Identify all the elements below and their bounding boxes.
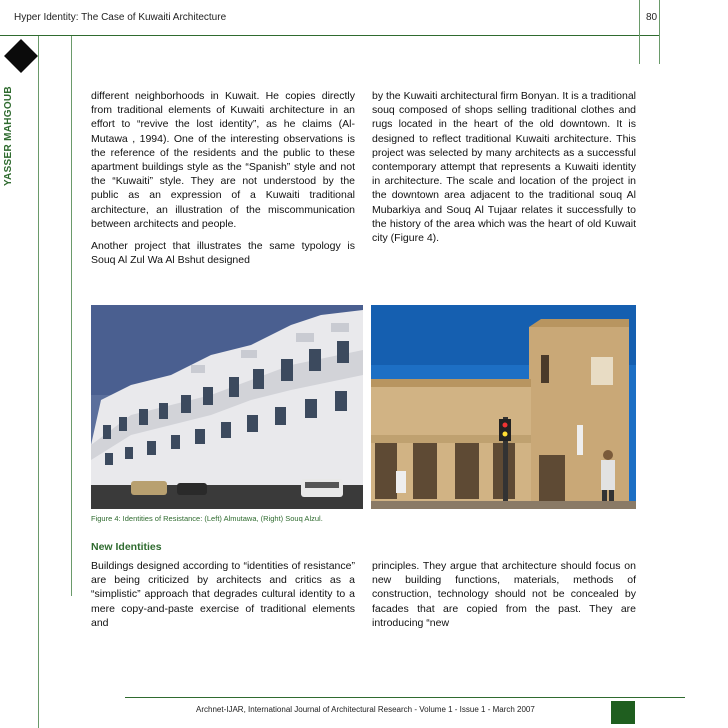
sidebar-rule <box>38 36 39 728</box>
author-name: YASSER MAHGOUB <box>3 86 14 186</box>
body-left-column <box>91 89 355 275</box>
journal-footer: Archnet-IJAR, International Journal of Architectural Research - Volume 1 - Issue 1 - March 2007 <box>196 705 535 714</box>
paragraph: Buildings designed according to “identities of resistance” are being criticized by architects and critics as a “simplistic” approach that degrades cultural identity to a mere copy-and-paste exercise of traditional elements and <box>91 560 355 629</box>
section-left-column <box>91 559 355 638</box>
section-right-column <box>372 559 636 638</box>
photo-souq-alzul <box>371 305 636 509</box>
page-number: 80 <box>646 12 658 23</box>
paragraph: different neighborhoods in Kuwait. He copies directly from traditional elements of Kuwaiti architecture in an effort to “revive the lost identity”, as he claims (Al-Mutawa , 1994). One of the interesting observations is the reference of the residents and the public to these apartment buildings style as the “Spanish” style and not the “Kuwaiti” style. They are not understood by the public as an expression of a Kuwaiti traditional architecture, an illustration of the miscommunication between architects and people. <box>91 90 355 230</box>
paragraph: by the Kuwaiti architectural firm Bonyan. It is a traditional souq composed of shops selling traditional clothes and rugs located in the heart of the old downtown. It is designed to reflect traditional Kuwaiti architecture. This project was selected by many architects as a successful contemporary attempt that represents a Kuwaiti identity in architecture. The scale and location of the project in the downtown area adjacent to the traditional souq Al Mubarkiya and Souq Al Tujaar relates it successfully to the history of the area which was the heart of old Kuwait city (Figure 4). <box>372 90 636 245</box>
header-divider-line-right <box>659 0 660 64</box>
running-title: Hyper Identity: The Case of Kuwaiti Architecture <box>14 12 227 23</box>
header-divider-line <box>639 0 640 64</box>
footer-rule <box>125 697 685 698</box>
paragraph: Another project that illustrates the same typology is Souq Al Zul Wa Al Bshut designed <box>91 240 355 267</box>
inner-frame-line <box>71 36 72 596</box>
section-heading: New Identities <box>91 541 162 553</box>
body-right-column <box>372 89 636 253</box>
photo-almutawa-buildings <box>91 305 363 509</box>
figure-caption: Figure 4: Identities of Resistance: (Left) Almutawa, (Right) Souq Alzul. <box>91 514 323 523</box>
footer-logo-box <box>611 701 635 724</box>
header-rule <box>0 35 660 36</box>
diamond-logo-icon <box>4 39 38 73</box>
paragraph: principles. They argue that architecture should focus on new building functions, materials, methods of construction, technology should not be concealed by facades that are copied from the past. They are introducing “new <box>372 560 636 629</box>
